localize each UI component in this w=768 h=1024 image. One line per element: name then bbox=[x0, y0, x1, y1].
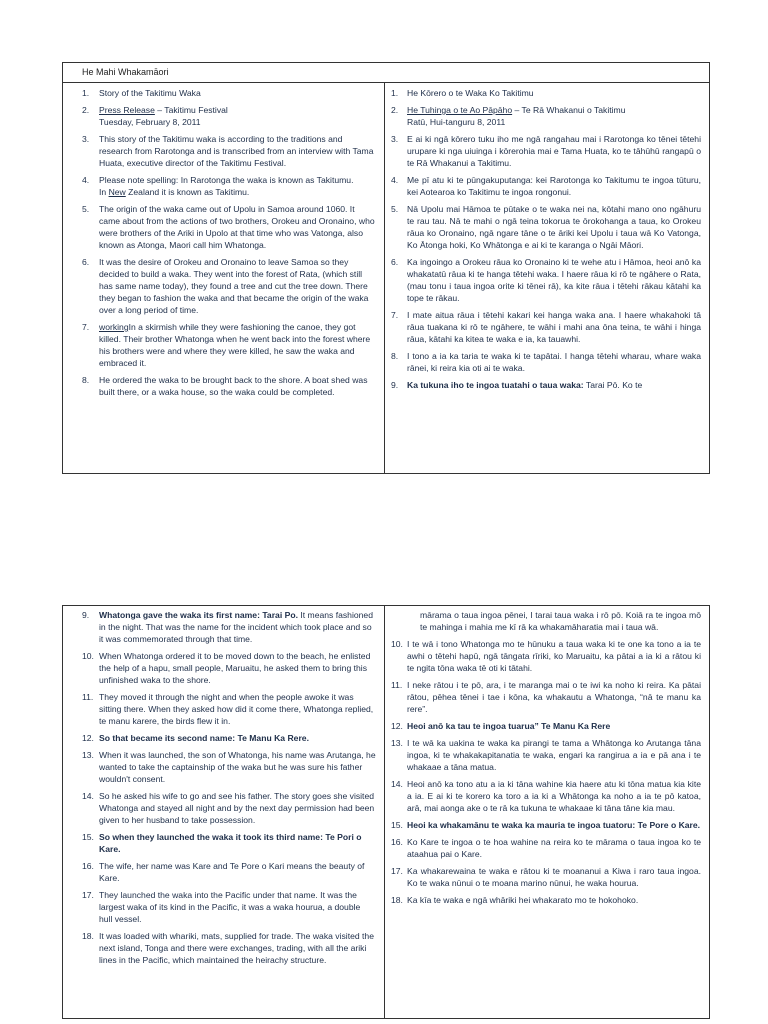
list-item bbox=[63, 930, 384, 966]
item-subline: Zealand it is known as Takitimu. bbox=[125, 187, 250, 197]
item-text: They launched the waka into the Pacific under that name. It was the largest waka of its kind in the Pacific, it was a waka hourua, a double hull vessel. bbox=[99, 890, 361, 924]
list-item bbox=[385, 679, 709, 715]
item-underlined-text: New bbox=[108, 187, 126, 197]
list-item bbox=[385, 379, 709, 391]
list-item bbox=[63, 321, 384, 369]
item-number: 15. bbox=[391, 820, 403, 830]
list-item bbox=[63, 889, 384, 925]
list-item bbox=[63, 650, 384, 686]
item-bold-text: Heoi ka whakamānu te waka ka mauria te ingoa tuatoru: Te Pore o Kare. bbox=[407, 820, 701, 830]
list-item bbox=[385, 778, 709, 814]
item-subline: Ratū, Hui-tanguru 8, 2011 bbox=[407, 117, 506, 127]
list-item bbox=[63, 790, 384, 826]
list-item bbox=[63, 860, 384, 884]
list-item bbox=[385, 819, 709, 831]
item-number: 8. bbox=[82, 375, 90, 385]
item-bold-text: So when they launched the waka it took its third name: Te Pori o Kare. bbox=[99, 832, 362, 854]
list-item bbox=[385, 133, 709, 169]
item-bold-text: Whatonga gave the waka its first name: Tarai Po. bbox=[99, 610, 298, 620]
item-number: 9. bbox=[391, 380, 399, 390]
item-text: He Kōrero o te Waka Ko Takitimu bbox=[407, 88, 534, 98]
list-item bbox=[63, 831, 384, 855]
list-item bbox=[385, 87, 709, 99]
list-item bbox=[385, 350, 709, 374]
item-number: 1. bbox=[82, 88, 90, 98]
item-text: Me pī atu ki te pūngakuputanga: kei Rarotonga ko Takitumu te ingoa tūturu, kei Aotearoa ko Takitimu te ingoa rongonui. bbox=[407, 175, 701, 197]
item-number: 10. bbox=[82, 651, 94, 661]
item-text: and where they were killed, he saw the waka and embraced it. bbox=[99, 346, 355, 368]
list-item bbox=[63, 691, 384, 727]
item-number: 9. bbox=[82, 610, 90, 620]
list-item bbox=[385, 256, 709, 304]
list-item bbox=[63, 732, 384, 744]
item-text: It was loaded with whariki, mats, supplied for trade. The waka visited the next island, Tonga and there were exchanges, trading, with all the ariki lines in the Pacific, which maintained the heirachy structure. bbox=[99, 931, 374, 965]
maori-column bbox=[385, 606, 709, 1018]
item-number: 3. bbox=[82, 134, 90, 144]
item-number: 5. bbox=[82, 204, 90, 214]
list-item bbox=[63, 104, 384, 128]
item-number: 4. bbox=[391, 175, 399, 185]
list-item bbox=[63, 609, 384, 645]
english-column bbox=[63, 83, 385, 474]
english-column bbox=[63, 606, 385, 1018]
list-item bbox=[63, 203, 384, 251]
item-text: E ai ki ngā kōrero tuku iho me ngā rangahau mai i Rarotonga ko tēnei tētehi urupare ki nga uiuinga i kōrerohia mai e Tama Huata, ko te tāhūhū rangapū o te Rā Whakanui a Takitimu. bbox=[407, 134, 701, 168]
item-text: Heoi anō ka tono atu a ia ki tāna wahine kia haere atu ki tōna matua kia kite a ia. E ai ki te korero ka toro a ia ki a Whātonga ka noho a ia te pō katoa, arā, mai aonga ake o te rā ka tukuna te whakaae ki tāna tāne kia mau. bbox=[407, 779, 701, 813]
list-item bbox=[63, 749, 384, 785]
item-number: 11. bbox=[391, 680, 403, 690]
item-bold-text: Ka tukuna iho te ingoa tuatahi o taua waka: bbox=[407, 380, 584, 390]
item-text: I te wā i tono Whatonga mo te hūnuku a taua waka ki te one ka tono a ia te awhi o tētehi hapū, ngā tāngata rīriki, ko Maruaitu, ka pātai a ia ki a rātou ki te ngita tōna waka tē oti ki tātahi. bbox=[407, 639, 701, 673]
list-item bbox=[385, 865, 709, 889]
item-number: 18. bbox=[391, 895, 403, 905]
item-text: Ko Kare te ingoa o te hoa wahine na reira ko te mārama o taua ingoa ko te ataahua pai o Kare. bbox=[407, 837, 701, 859]
item-text: They moved it through the night and when the people awoke it was sitting there. When they asked how did it come there, Whatonga replied, te manu karere, the birds flew it in. bbox=[99, 692, 374, 726]
item-text: Tarai Pō. Ko te bbox=[583, 380, 643, 390]
item-text: When it was launched, the son of Whatonga, his name was Arutanga, he wanted to take the captainship of the waka but he was sure his father wouldn't consent. bbox=[99, 750, 376, 784]
item-text: Please note spelling: In Rarotonga the waka is known as Takitumu. bbox=[99, 175, 354, 185]
item-number: 8. bbox=[391, 351, 399, 361]
item-text: In a skirmish while they were fashioning the canoe, they got killed. Their brother Whatonga when he went back into the forest where his brothers were bbox=[99, 322, 371, 356]
item-text: I te wā ka uakina te waka ka pirangi te tama a Whātonga ko Arutanga tāna ingoa, ki te whakakapitanatia te waka, engari ka rangirua a ia e pā ana i te whakaae a tāna matua. bbox=[407, 738, 701, 772]
list-item bbox=[385, 720, 709, 732]
item-number: 2. bbox=[82, 105, 90, 115]
item-text: When Whatonga ordered it to be moved down to the beach, he enlisted the help of a hapu, small people, Maruaitu, he asked them to bring this unfinished waka to the shore. bbox=[99, 651, 371, 685]
list-item bbox=[63, 174, 384, 198]
item-subline: In bbox=[99, 187, 109, 197]
item-number: 7. bbox=[82, 322, 90, 332]
translation-table-page-2 bbox=[62, 605, 710, 1019]
translation-table-page-1 bbox=[62, 62, 710, 474]
item-number: 6. bbox=[82, 257, 90, 267]
continued-paragraph: mārama o taua ingoa pēnei, I tarai taua waka i rō pō. Koiā ra te ingoa mō te mahinga i mahia me kī rā ka whakamāharatia mai i taua wā. bbox=[420, 610, 701, 632]
item-number: 12. bbox=[82, 733, 94, 743]
item-subline: Tuesday, February 8, 2011 bbox=[99, 117, 201, 127]
item-number: 11. bbox=[82, 692, 94, 702]
item-number: 12. bbox=[391, 721, 403, 731]
table-title: He Mahi Whakamāori bbox=[63, 63, 709, 83]
list-item bbox=[385, 203, 709, 251]
list-item bbox=[63, 133, 384, 169]
item-number: 5. bbox=[391, 204, 399, 214]
item-text: I tono a ia ka taria te waka ki te tapātai. I hanga tētehi wharau, whare waka rānei, ki reira kia oti ai te waka. bbox=[407, 351, 701, 373]
item-text: I mate aitua rāua i tētehi kakari kei hanga waka ana. I haere whakahoki tā rāua tuakana ki rō te ngāhere, te wāhi i mahi ana ōna teina, te wāhi i hinga rāua, kātahi ka kitea te waka e ia, ka tauawhi. bbox=[407, 310, 701, 344]
item-text: The origin of the waka came out of Upolu in Samoa around 1060. It came about from the actions of two brothers, Orokeu and Oronaino, who were brothers of the Ariki in Upolo at that time who was Vatonga, also known as Atonga, Maori call him Whatonga. bbox=[99, 204, 375, 250]
item-number: 6. bbox=[391, 257, 399, 267]
item-text: It was the desire of Orokeu and Oronaino to leave Samoa so they decided to build a waka. They went into the forest of Rata, (which still has same name today), they found a tree and cut the tree down. There they began to fashion the waka and that became the origin of the waka over a long period of time. bbox=[99, 257, 369, 315]
item-number: 18. bbox=[82, 931, 94, 941]
item-number: 1. bbox=[391, 88, 399, 98]
item-text: Nā Upolu mai Hāmoa te pūtake o te waka nei na, kōtahi mano ono ngāhuru te rau tau. Nā te mahi o ngā teina tokorua te ōrokohanga a taua, ko Orokeu rāua ko Oronaino, ngā ngare tāne o te āriki kei Upolu i taua wā Ko Vatonga, Ko Ātonga hoki, Ko Whātonga e ai ki te karanga o Ngāi Māori. bbox=[407, 204, 701, 250]
item-number: 3. bbox=[391, 134, 399, 144]
item-text: – Takitimu Festival bbox=[154, 105, 228, 115]
item-number: 17. bbox=[391, 866, 403, 876]
list-item bbox=[385, 104, 709, 128]
item-number: 4. bbox=[82, 175, 90, 185]
item-text: Story of the Takitimu Waka bbox=[99, 88, 201, 98]
item-text: It means fashioned in the night. That was the name for the incident which took place and so it was commemorated through that time. bbox=[99, 610, 373, 644]
item-text: This story of the Takitimu waka is according to the traditions and research from Rarotonga and is transcribed from an interview with Tama Huata, executive director of the Takitimu Festival. bbox=[99, 134, 374, 168]
item-text: So he asked his wife to go and see his father. The story goes she visited Whatonga and stayed all night and by the next day permission had been given to her husband to take possession. bbox=[99, 791, 375, 825]
item-number: 16. bbox=[391, 837, 403, 847]
item-bold-text: Heoi anō ka tau te ingoa tuarua” Te Manu Ka Rere bbox=[407, 721, 611, 731]
list-item bbox=[385, 638, 709, 674]
item-number: 10. bbox=[391, 639, 403, 649]
item-number: 13. bbox=[82, 750, 94, 760]
list-item bbox=[385, 174, 709, 198]
item-bold-text: So that became its second name: Te Manu Ka Rere. bbox=[99, 733, 309, 743]
list-item bbox=[385, 894, 709, 906]
maori-column bbox=[385, 83, 709, 474]
item-text: The wife, her name was Kare and Te Pore o Kari means the beauty of Kare. bbox=[99, 861, 365, 883]
item-text: I neke rātou i te pō, ara, i te maranga mai o te iwi ka noho ki reira. Ka pātai rātou, pēhea tēnei i tae i kōna, ka whakautu a Whatonga, “nā te manu ka rere”. bbox=[407, 680, 701, 714]
list-item bbox=[63, 256, 384, 316]
list-item bbox=[385, 309, 709, 345]
item-text: Ka whakarewaina te waka e rātou ki te moananui a Kiwa i raro taua ingoa. Ko te waka nūnui o te moana marino nūnui, he waka hourua. bbox=[407, 866, 701, 888]
list-item bbox=[63, 374, 384, 398]
item-underlined-text: working bbox=[99, 322, 129, 332]
list-item bbox=[385, 836, 709, 860]
item-number: 15. bbox=[82, 832, 94, 842]
list-item bbox=[63, 87, 384, 99]
item-number: 14. bbox=[391, 779, 403, 789]
item-number: 14. bbox=[82, 791, 94, 801]
item-number: 2. bbox=[391, 105, 399, 115]
item-text: He ordered the waka to be brought back to the shore. A boat shed was built there, or a waka house, so the waka could be completed. bbox=[99, 375, 368, 397]
item-underlined-text: Press Release bbox=[99, 105, 155, 115]
item-number: 16. bbox=[82, 861, 94, 871]
item-text: Ka kīa te waka e ngā whāriki hei whakarato mo te hokohoko. bbox=[407, 895, 639, 905]
list-item bbox=[385, 737, 709, 773]
item-text: Ka ingoingo a Orokeu rāua ko Oronaino ki te wehe atu i Hāmoa, heoi anō ka whakatatū rāua ki te hanga tētehi waka. I haere rāua ki rō te ngāhere o Rata, (mau tonu i taua ingoa orite ki tēnei rā), ka kite rāua i tētehi rākau kātahi ka tope te rākau. bbox=[407, 257, 701, 303]
item-number: 17. bbox=[82, 890, 94, 900]
item-number: 7. bbox=[391, 310, 399, 320]
item-underlined-text: He Tuhinga o te Ao Pāpāho bbox=[407, 105, 513, 115]
item-number: 13. bbox=[391, 738, 403, 748]
item-text: – Te Rā Whakanui o Takitimu bbox=[512, 105, 626, 115]
